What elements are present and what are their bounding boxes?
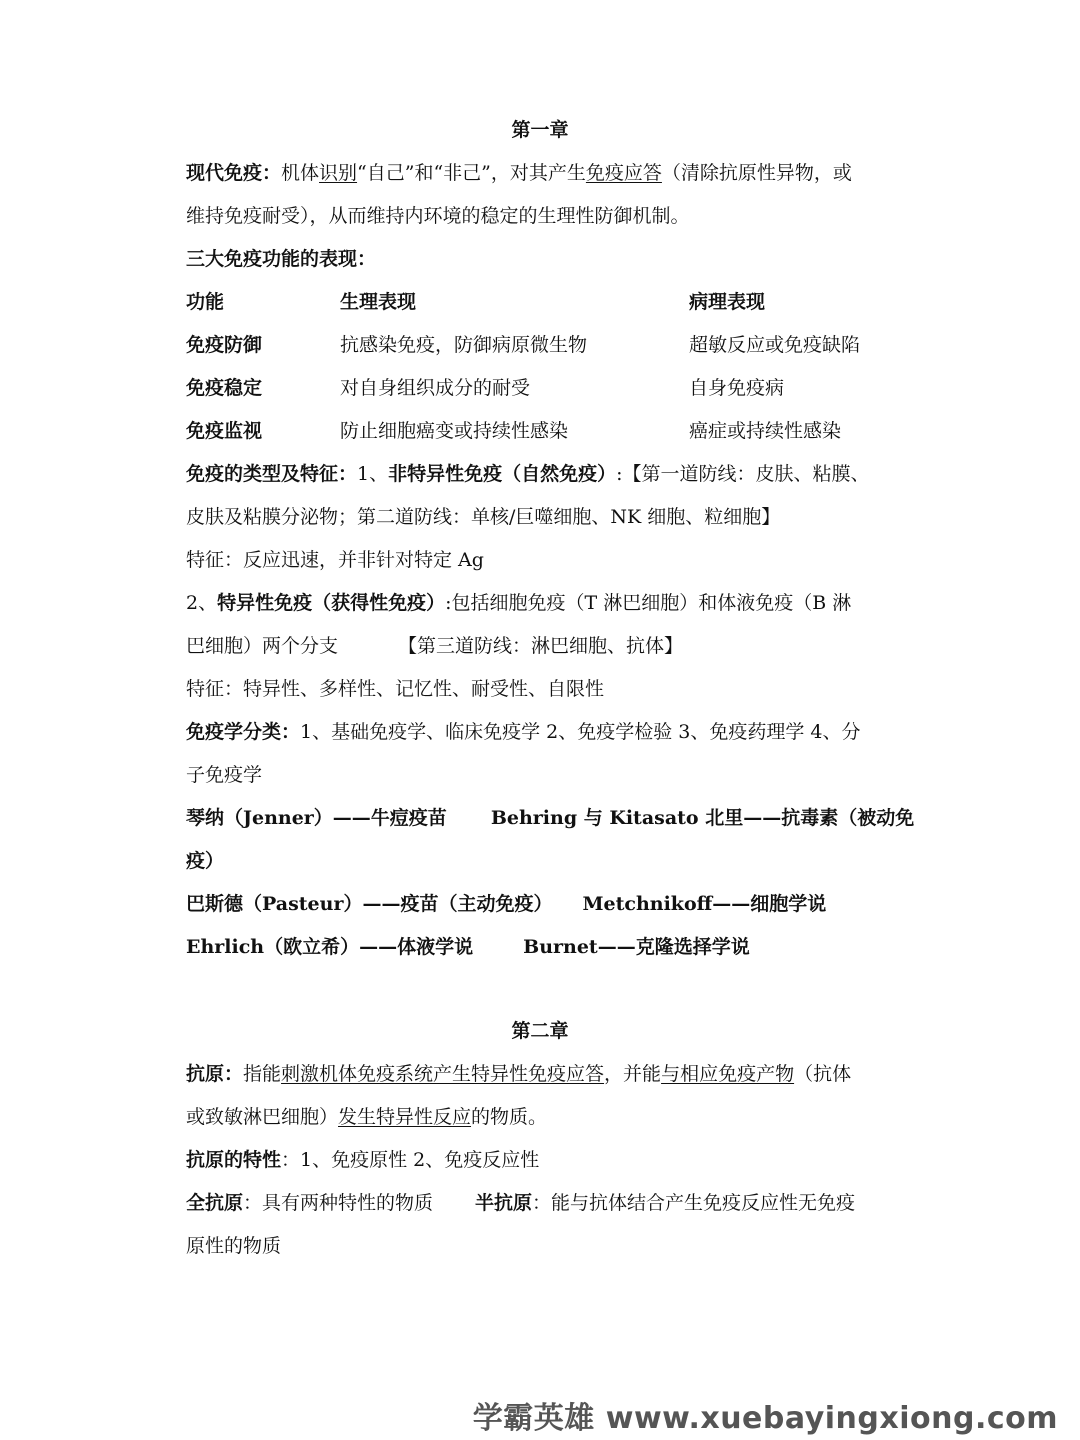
history-burnet: Burnet——克隆选择学说 (523, 936, 750, 958)
specific-immunity-line-2 (186, 633, 683, 659)
table-row (186, 375, 886, 401)
immunology-classification (186, 719, 861, 745)
properties-text: ：1、免疫原性 2、免疫反应性 (281, 1149, 540, 1171)
classification-term: 免疫学分类： (186, 721, 301, 743)
hapten-text: ：能与抗体结合产生免疫反应性无免疫 (532, 1192, 856, 1214)
watermark: 学霸英雄 www.xuebayingxiong.com (472, 1401, 1058, 1436)
immune-types-num: 2、 (186, 592, 218, 614)
antigen-term: 抗原： (186, 1063, 244, 1085)
specific-immunity: 特异性免疫（获得性免疫） (217, 592, 446, 614)
history-pasteur: 巴斯德（Pasteur）——疫苗（主动免疫） (186, 893, 553, 915)
antigen-def-line-2 (186, 1104, 547, 1130)
functions-heading: 三大免疫功能的表现： (186, 248, 377, 270)
row-physiological: 抗感染免疫，防御病原微生物 (340, 334, 588, 356)
specific-feature: 特征：特异性、多样性、记忆性、耐受性、自限性 (186, 678, 605, 700)
immune-types-line-1 (186, 461, 870, 487)
antigen-text: 指能 (243, 1063, 282, 1085)
third-defense: 【第三道防线：淋巴细胞、抗体】 (398, 635, 684, 657)
nonspecific-immunity: 非特异性免疫（自然免疫） (388, 463, 617, 485)
complete-antigen-term: 全抗原 (186, 1192, 244, 1214)
immune-types-term: 免疫的类型及特征： (186, 463, 358, 485)
header-pathological: 病理表现 (689, 291, 766, 313)
history-jenner: 琴纳（Jenner）——牛痘疫苗 (186, 807, 447, 829)
properties-term: 抗原的特性 (186, 1149, 282, 1171)
header-physiological: 生理表现 (340, 291, 417, 313)
row-pathological: 超敏反应或免疫缺陷 (689, 334, 861, 356)
table-header (186, 289, 886, 315)
specific-immunity-line-1 (186, 590, 851, 616)
classification-text: 1、基础免疫学、临床免疫学 2、免疫学检验 3、免疫药理学 4、分 (300, 721, 861, 743)
definition-line-2: 维持免疫耐受），从而维持内环境的稳定的生理性防御机制。 (186, 205, 690, 227)
complete-antigen-text: ：具有两种特性的物质 (243, 1192, 434, 1214)
history-line-1 (186, 805, 914, 831)
definition-term: 现代免疫： (186, 162, 282, 184)
history-behring: Behring 与 Kitasato 北里——抗毒素（被动免 (490, 807, 915, 829)
antigen-text: （抗体 (794, 1063, 852, 1085)
definition-underline-1: 识别 (319, 162, 358, 184)
history-ehrlich: Ehrlich（欧立希）——体液学说 (186, 936, 474, 958)
definition-underline-2: 免疫应答 (585, 162, 662, 184)
definition-text: （清除抗原性异物，或 (661, 162, 852, 184)
antigen-underline-2: 与相应免疫产物 (661, 1063, 795, 1085)
chapter-2-title: 第二章 (511, 1020, 569, 1042)
row-function-name: 免疫监视 (186, 420, 263, 442)
row-physiological: 对自身组织成分的耐受 (340, 377, 531, 399)
history-metchnikoff: Metchnikoff——细胞学说 (582, 893, 827, 915)
history-line-1-cont: 疫） (186, 850, 225, 872)
table-row (186, 418, 886, 444)
immune-types-text: 巴细胞）两个分支 (186, 635, 339, 657)
immune-types-text: :包括细胞免疫（T 淋巴细胞）和体液免疫（B 淋 (445, 592, 852, 614)
history-line-3 (186, 934, 750, 960)
definition-line-1 (186, 160, 852, 186)
hapten-line-2: 原性的物质 (186, 1235, 282, 1257)
classification-line-2: 子免疫学 (186, 764, 263, 786)
antigen-text: 或致敏淋巴细胞） (186, 1106, 339, 1128)
history-line-2 (186, 891, 826, 917)
antigen-underline-3: 发生特异性反应 (338, 1106, 472, 1128)
row-physiological: 防止细胞癌变或持续性感染 (340, 420, 569, 442)
antigen-text: ，并能 (604, 1063, 662, 1085)
antigen-def-line-1 (186, 1061, 851, 1087)
row-function-name: 免疫稳定 (186, 377, 263, 399)
antigen-text: 的物质。 (471, 1106, 548, 1128)
header-function: 功能 (186, 291, 225, 313)
definition-text: “自己”和“非己”，对其产生 (357, 162, 586, 184)
row-function-name: 免疫防御 (186, 334, 263, 356)
antigen-underline-1: 刺激机体免疫系统产生特异性免疫应答 (281, 1063, 605, 1085)
table-row (186, 332, 886, 358)
row-pathological: 癌症或持续性感染 (689, 420, 842, 442)
immune-types-text: :【第一道防线：皮肤、粘膜、 (616, 463, 870, 485)
row-pathological: 自身免疫病 (689, 377, 785, 399)
definition-text: 机体 (281, 162, 320, 184)
chapter-1-title: 第一章 (511, 119, 569, 141)
immune-types-line-2: 皮肤及粘膜分泌物；第二道防线：单核/巨噬细胞、NK 细胞、粒细胞】 (186, 506, 781, 528)
antigen-properties (186, 1147, 539, 1173)
hapten-term: 半抗原 (475, 1192, 533, 1214)
nonspecific-feature: 特征：反应迅速，并非针对特定 Ag (186, 549, 484, 571)
complete-hapten-line (186, 1190, 855, 1216)
immune-types-num: 1、 (357, 463, 389, 485)
